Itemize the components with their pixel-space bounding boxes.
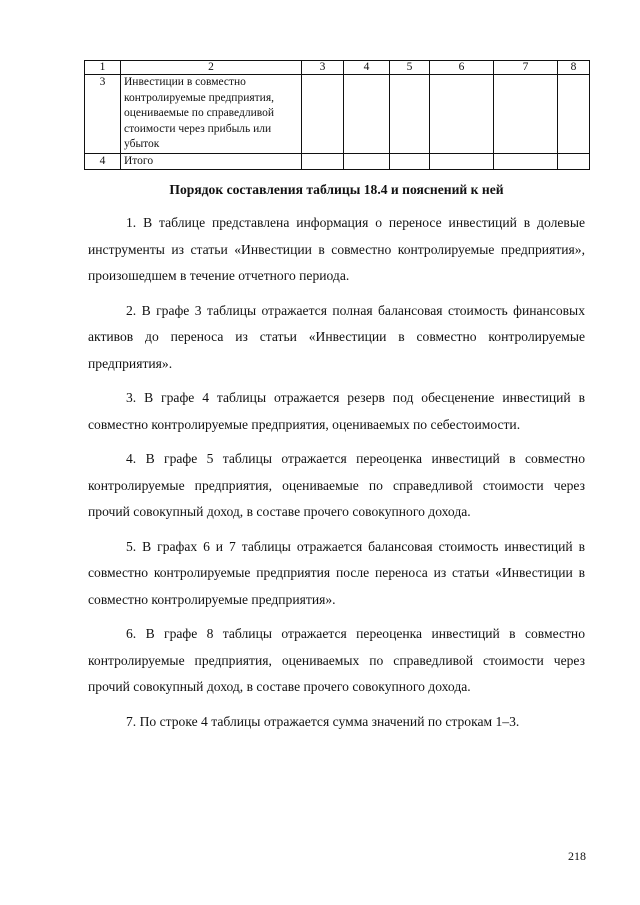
column-number-header: 2 xyxy=(121,61,302,75)
row-number-cell: 3 xyxy=(85,75,121,154)
table-header-row xyxy=(85,61,590,75)
paragraph: 4. В графе 5 таблицы отражается переоценка инвестиций в совместно контролируемые предприятия, оцениваемые по справедливой стоимости через прочий совокупный доход, в составе прочего совокупного дохода. xyxy=(88,451,585,519)
column-number-header: 7 xyxy=(494,61,558,75)
column-number-header: 8 xyxy=(558,61,590,75)
explanations-body xyxy=(88,210,585,743)
paragraph: 3. В графе 4 таблицы отражается резерв под обесценение инвестиций в совместно контролируемые предприятия, оцениваемых по себестоимости. xyxy=(88,390,585,432)
investments-table xyxy=(84,60,590,170)
table-cell xyxy=(494,153,558,170)
section-heading: Порядок составления таблицы 18.4 и пояснений к ней xyxy=(169,182,504,197)
column-number-header: 5 xyxy=(390,61,430,75)
row-name-cell: Инвестиции в совместно контролируемые предприятия, оцениваемые по справедливой стоимости через прибыль или убыток xyxy=(121,75,302,154)
table-row xyxy=(85,75,590,154)
data-table-container xyxy=(84,60,589,170)
column-number-header: 6 xyxy=(430,61,494,75)
column-number-header: 1 xyxy=(85,61,121,75)
paragraph: 6. В графе 8 таблицы отражается переоценка инвестиций в совместно контролируемые предприятия, оцениваемых по справедливой стоимости через прочий совокупный доход, в составе прочего совокупного дохода. xyxy=(88,626,585,694)
table-cell xyxy=(390,75,430,154)
column-number-header: 4 xyxy=(344,61,390,75)
paragraph: 7. По строке 4 таблицы отражается сумма значений по строкам 1–3. xyxy=(126,713,520,729)
table-cell xyxy=(302,75,344,154)
paragraph: 5. В графах 6 и 7 таблицы отражается балансовая стоимость инвестиций в совместно контролируемые предприятия после переноса из статьи «Инвестиции в совместно контролируемые предприятия». xyxy=(88,538,585,607)
table-cell xyxy=(344,153,390,170)
table-cell xyxy=(430,153,494,170)
paragraph: 2. В графе 3 таблицы отражается полная балансовая стоимость финансовых активов до переноса из статьи «Инвестиции в совместно контролируемые предприятия». xyxy=(88,302,585,371)
page-number: 218 xyxy=(568,849,586,863)
row-number-cell: 4 xyxy=(85,153,121,170)
table-cell xyxy=(430,75,494,154)
table-cell xyxy=(494,75,558,154)
table-cell xyxy=(344,75,390,154)
table-row xyxy=(85,153,590,170)
column-number-header: 3 xyxy=(302,61,344,75)
row-name-cell: Итого xyxy=(121,153,302,170)
table-cell xyxy=(302,153,344,170)
table-cell xyxy=(390,153,430,170)
table-cell xyxy=(558,75,590,154)
paragraph: 1. В таблице представлена информация о переносе инвестиций в долевые инструменты из статьи «Инвестиции в совместно контролируемые предприятия», произошедшем в течение отчетного периода. xyxy=(88,215,585,283)
table-cell xyxy=(558,153,590,170)
